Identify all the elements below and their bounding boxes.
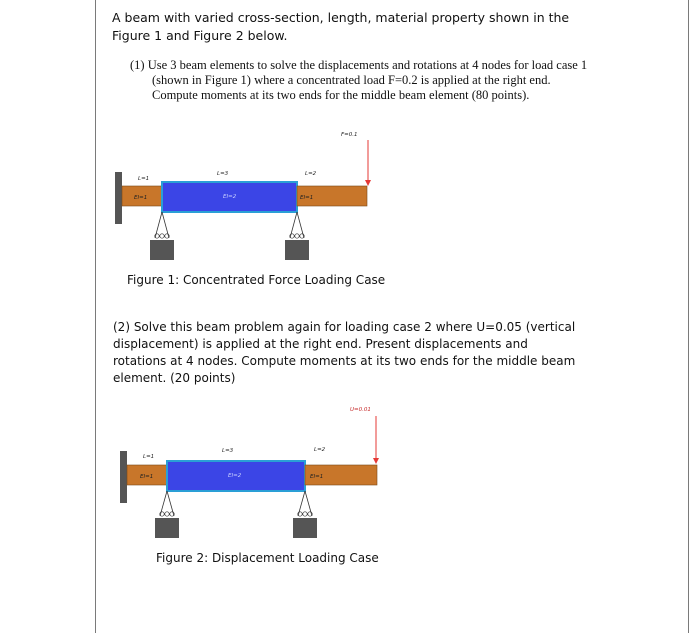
question-2-text: (2) Solve this beam problem again for loading case 2 where U=0.05 (vertical displacement) is applied at the right end. Present displacements and rotations at 4 nodes. Compute moments at its two ends for the middle beam element. (20 points) [113, 320, 576, 385]
length-label-middle: L=3 [222, 448, 234, 454]
length-label-middle: L=3 [217, 171, 229, 177]
figure-1-caption: Figure 1: Concentrated Force Loading Case [127, 273, 386, 287]
ei-label-left: EI=1 [140, 474, 154, 480]
load-label: F=0.1 [341, 132, 358, 138]
pin-support-left [155, 491, 179, 538]
fixed-wall [120, 451, 127, 503]
ei-label-right: EI=1 [310, 474, 324, 480]
pin-support-right [293, 491, 317, 538]
question-1-label: (1) [130, 58, 145, 72]
figure-2-caption: Figure 2: Displacement Loading Case [156, 551, 379, 565]
length-label-right: L=2 [305, 171, 317, 177]
length-label-left: L=1 [143, 454, 155, 460]
ei-label-middle: EI=2 [228, 473, 242, 479]
question-1-text: Use 3 beam elements to solve the displacements and rotations at 4 nodes for load case 1 (shown in Figure 1) where a concentrated load F=0.2 is applied at the right end. Compute moments at its two ends for the middle beam element (80 points). [147, 58, 588, 102]
ei-label-right: EI=1 [300, 195, 314, 201]
length-label-left: L=1 [138, 176, 150, 182]
ei-label-left: EI=1 [134, 195, 148, 201]
length-label-right: L=2 [314, 447, 326, 453]
displacement-label: U=0.01 [350, 407, 371, 413]
ei-label-middle: EI=2 [223, 194, 237, 200]
displacement-arrow-head [373, 458, 379, 464]
intro-text: A beam with varied cross-section, length, material property shown in the Figure 1 and Figure 2 below. [112, 10, 570, 43]
